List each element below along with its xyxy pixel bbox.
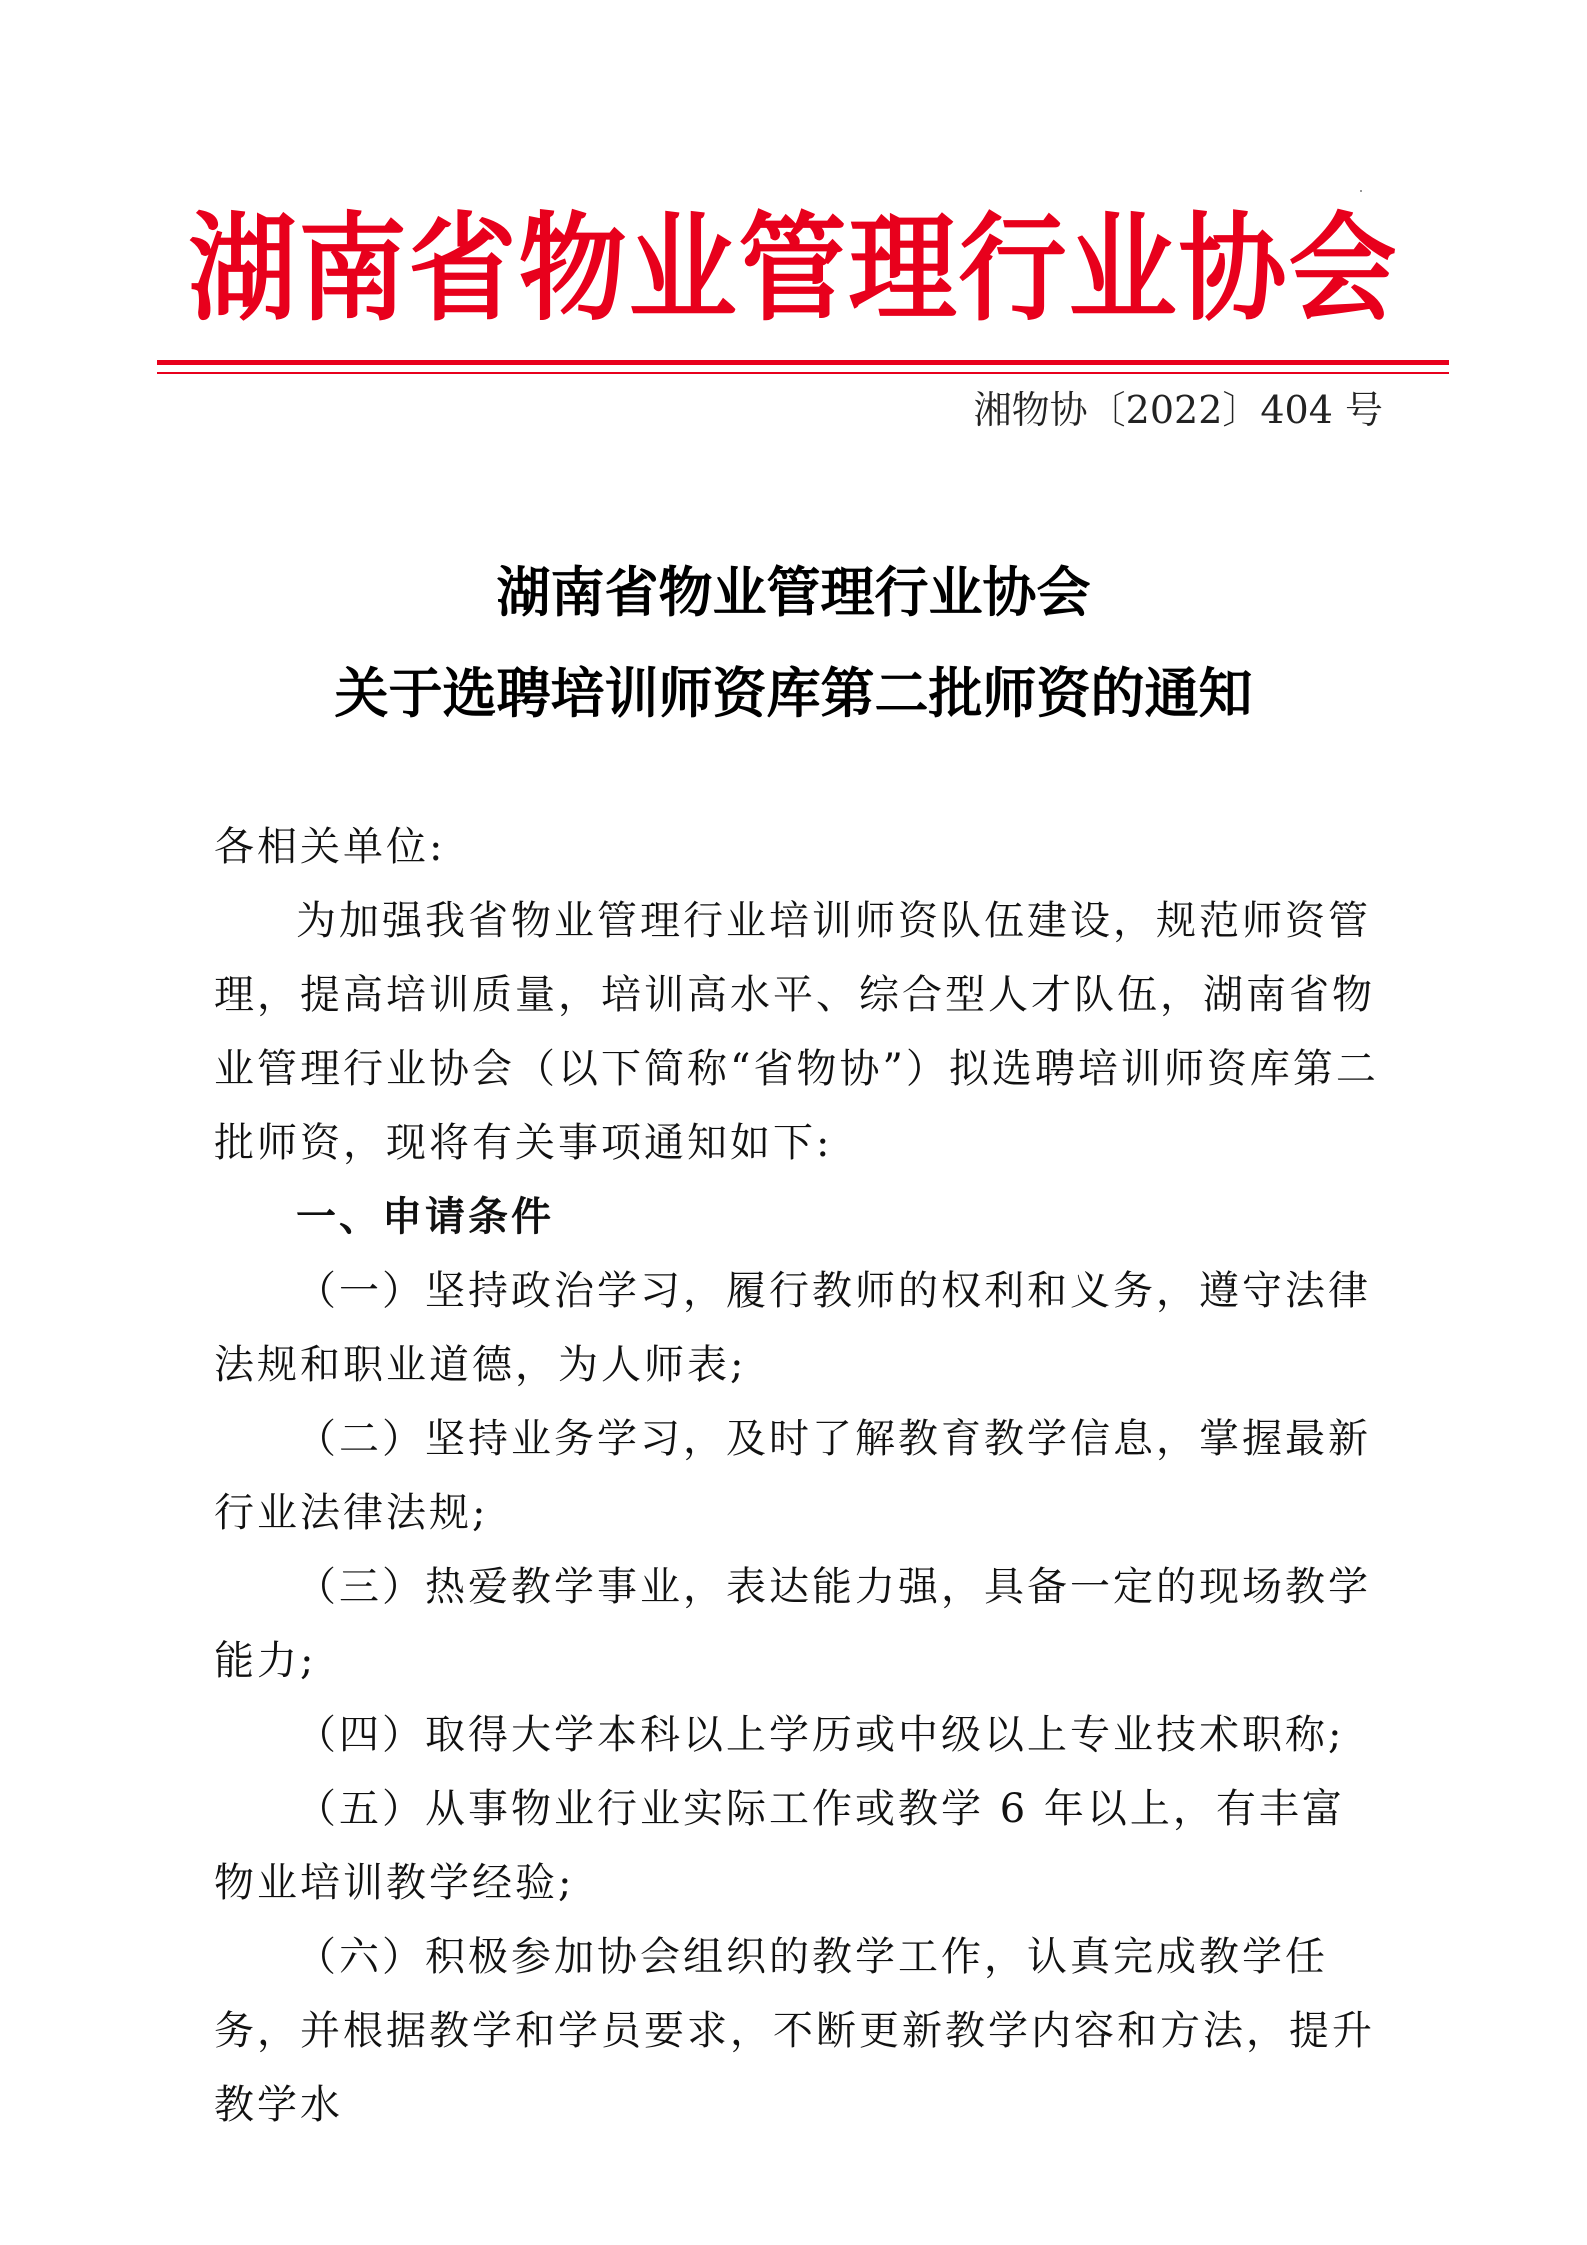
condition-item-4: （四）取得大学本科以上学历或中级以上专业技术职称; — [296, 1712, 1345, 1758]
condition-item-5: （五）从事物业行业实际工作或教学 6 年以上，有丰富物业培训教学经验; — [214, 1786, 1345, 1906]
condition-item-2: （二）坚持业务学习，及时了解教育教学信息，掌握最新行业法律法规; — [214, 1416, 1371, 1536]
document-body — [214, 810, 1384, 2142]
section-heading-1: 一、申请条件 — [296, 1194, 554, 1240]
scan-dot — [1360, 190, 1362, 192]
title-line-1: 湖南省物业管理行业协会 — [496, 560, 1091, 624]
title-line-2: 关于选聘培训师资库第二批师资的通知 — [334, 661, 1253, 725]
intro-paragraph: 为加强我省物业管理行业培训师资队伍建设，规范师资管理，提高培训质量，培训高水平、综合型人才队伍，湖南省物业管理行业协会（以下简称“省物协”）拟选聘培训师资库第二批师资，现将有关事项通知如下: — [214, 898, 1379, 1166]
letterhead-rule-thin — [157, 372, 1449, 374]
condition-item-1: （一）坚持政治学习，履行教师的权利和义务，遵守法律法规和职业道德，为人师表; — [214, 1268, 1371, 1388]
salutation: 各相关单位: — [214, 824, 446, 870]
condition-item-6: （六）积极参加协会组织的教学工作，认真完成教学任务，并根据教学和学员要求，不断更新教学内容和方法，提升教学水 — [214, 1934, 1375, 2128]
condition-item-3: （三）热爱教学事业，表达能力强，具备一定的现场教学能力; — [214, 1564, 1371, 1684]
letterhead-org-name: 湖南省物业管理行业协会 — [188, 201, 1399, 337]
letterhead-rule-thick — [157, 360, 1449, 365]
document-number: 湘物协〔2022〕404 号 — [973, 388, 1383, 432]
